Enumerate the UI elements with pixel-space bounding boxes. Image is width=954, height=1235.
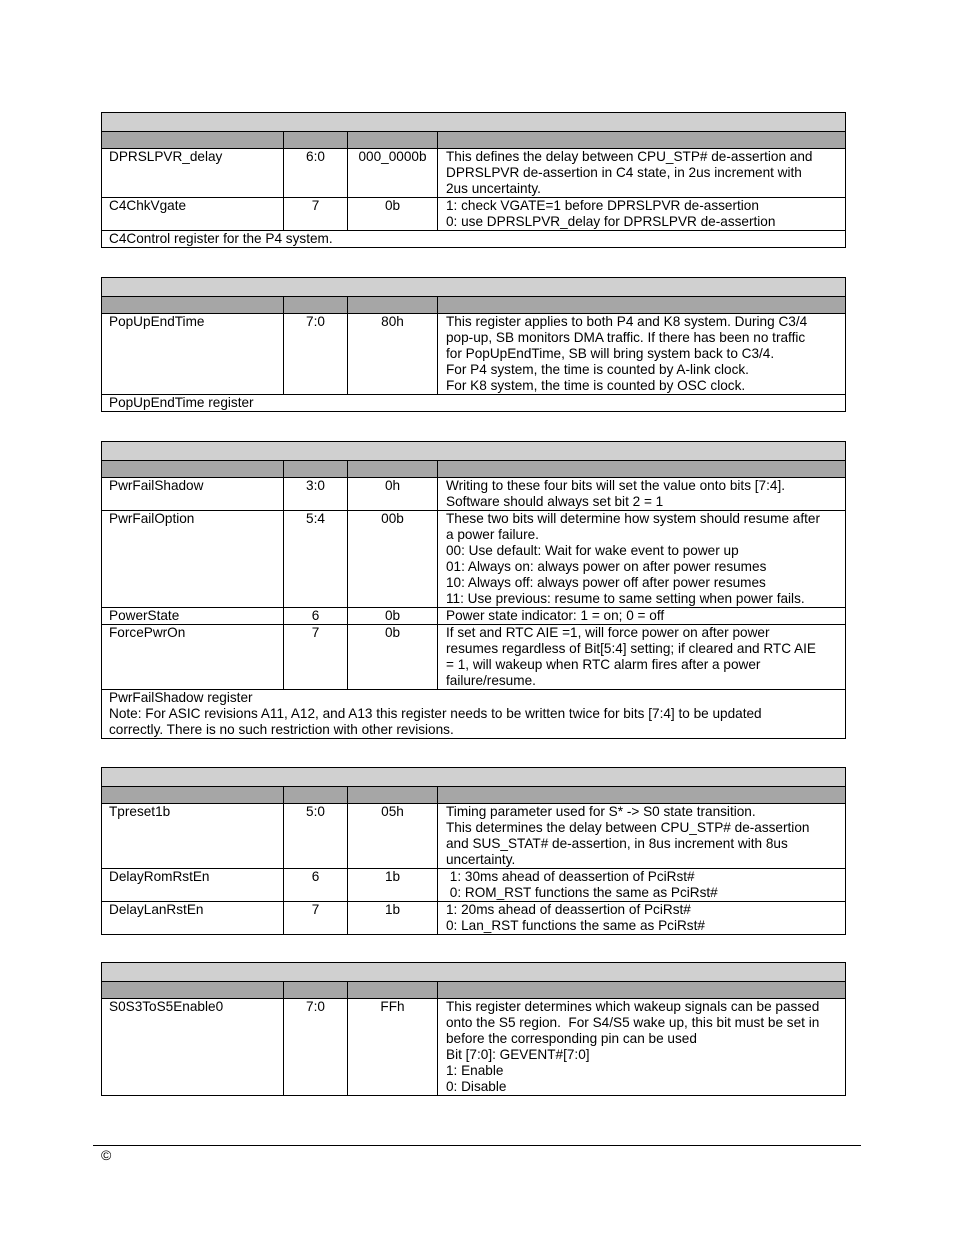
- bits: 7:0: [284, 999, 348, 1096]
- column-header-cell: [438, 787, 846, 804]
- register-note-row: [102, 395, 846, 412]
- description-line: Writing to these four bits will set the value onto bits [7:4].: [446, 478, 786, 493]
- bits: 6:0: [284, 149, 348, 198]
- description-line: 2us uncertainty.: [446, 181, 541, 196]
- column-header-row: [102, 132, 846, 149]
- description: [438, 198, 846, 231]
- description-line: onto the S5 region. For S4/S5 wake up, this bit must be set in: [446, 1015, 820, 1030]
- description-line: 01: Always on: always power on after power resumes: [446, 559, 767, 574]
- description-line: Software should always set bit 2 = 1: [446, 494, 664, 509]
- column-header-cell: [102, 461, 284, 478]
- field-name: DPRSLPVR_delay: [102, 149, 284, 198]
- description-line: For P4 system, the time is counted by A-link clock.: [446, 362, 749, 377]
- note-line: C4Control register for the P4 system.: [109, 231, 333, 246]
- table-row: [102, 869, 846, 902]
- description: [438, 608, 846, 625]
- description-line: 1: 30ms ahead of deassertion of PciRst#: [446, 869, 695, 884]
- bits: 7: [284, 902, 348, 935]
- description-line: Bit [7:0]: GEVENT#[7:0]: [446, 1047, 590, 1062]
- note-line: correctly. There is no such restriction with other revisions.: [109, 722, 454, 737]
- description-line: Timing parameter used for S* -> S0 state transition.: [446, 804, 756, 819]
- column-header-row: [102, 461, 846, 478]
- column-header-row: [102, 982, 846, 999]
- field-name: PwrFailOption: [102, 511, 284, 608]
- description: [438, 869, 846, 902]
- bits: 5:4: [284, 511, 348, 608]
- bits: 7: [284, 625, 348, 690]
- description: [438, 478, 846, 511]
- description-line: 1: Enable: [446, 1063, 504, 1078]
- table-row: [102, 999, 846, 1096]
- description-line: 1: 20ms ahead of deassertion of PciRst#: [446, 902, 691, 917]
- table-row: [102, 608, 846, 625]
- column-header-cell: [438, 461, 846, 478]
- column-header-cell: [284, 787, 348, 804]
- default-value: 80h: [348, 314, 438, 395]
- register-table: [101, 767, 846, 935]
- note-line: PopUpEndTime register: [109, 395, 254, 410]
- field-name: PwrFailShadow: [102, 478, 284, 511]
- register-title-bar: [102, 442, 846, 461]
- column-header-cell: [102, 132, 284, 149]
- default-value: 05h: [348, 804, 438, 869]
- register-table: [101, 441, 846, 739]
- column-header-cell: [348, 982, 438, 999]
- note-line: Note: For ASIC revisions A11, A12, and A13 this register needs to be written twice for bits [7:4] to be updated: [109, 706, 762, 721]
- column-header-cell: [348, 787, 438, 804]
- column-header-cell: [102, 982, 284, 999]
- table-row: [102, 902, 846, 935]
- register-note-row: [102, 231, 846, 248]
- description-line: failure/resume.: [446, 673, 536, 688]
- table-row: [102, 511, 846, 608]
- description-line: pop-up, SB monitors DMA traffic. If there has been no traffic: [446, 330, 806, 345]
- column-header-cell: [102, 297, 284, 314]
- column-header-cell: [284, 297, 348, 314]
- field-name: S0S3ToS5Enable0: [102, 999, 284, 1096]
- bits: 7:0: [284, 314, 348, 395]
- description: [438, 314, 846, 395]
- copyright-symbol: ©: [101, 1147, 112, 1163]
- description-line: This defines the delay between CPU_STP# de-assertion and: [446, 149, 813, 164]
- register-note: [102, 395, 846, 412]
- description: [438, 511, 846, 608]
- column-header-cell: [438, 132, 846, 149]
- register-title-bar: [102, 278, 846, 297]
- table-row: [102, 804, 846, 869]
- default-value: 0b: [348, 608, 438, 625]
- field-name: PowerState: [102, 608, 284, 625]
- note-line: PwrFailShadow register: [109, 690, 253, 705]
- table-row: [102, 149, 846, 198]
- description-line: These two bits will determine how system should resume after: [446, 511, 820, 526]
- bits: 3:0: [284, 478, 348, 511]
- column-header-cell: [284, 132, 348, 149]
- bits: 5:0: [284, 804, 348, 869]
- default-value: FFh: [348, 999, 438, 1096]
- default-value: 000_0000b: [348, 149, 438, 198]
- description: [438, 149, 846, 198]
- column-header-cell: [348, 461, 438, 478]
- column-header-cell: [284, 461, 348, 478]
- bits: 6: [284, 869, 348, 902]
- table-row: [102, 625, 846, 690]
- description: [438, 625, 846, 690]
- register-table: [101, 962, 846, 1096]
- description-line: = 1, will wakeup when RTC alarm fires after a power: [446, 657, 761, 672]
- column-header-cell: [348, 297, 438, 314]
- table-row: [102, 198, 846, 231]
- description: [438, 999, 846, 1096]
- field-name: C4ChkVgate: [102, 198, 284, 231]
- column-header-cell: [284, 982, 348, 999]
- field-name: ForcePwrOn: [102, 625, 284, 690]
- register-title-bar: [102, 963, 846, 982]
- field-name: DelayRomRstEn: [102, 869, 284, 902]
- footer-rule: [93, 1145, 861, 1146]
- register-table: [101, 277, 846, 412]
- column-header-cell: [102, 787, 284, 804]
- field-name: Tpreset1b: [102, 804, 284, 869]
- register-table: [101, 112, 846, 248]
- description-line: 0: Disable: [446, 1079, 507, 1094]
- description-line: for PopUpEndTime, SB will bring system back to C3/4.: [446, 346, 775, 361]
- description-line: This determines the delay between CPU_STP# de-assertion: [446, 820, 810, 835]
- column-header-cell: [348, 132, 438, 149]
- description-line: DPRSLPVR de-assertion in C4 state, in 2us increment with: [446, 165, 802, 180]
- description-line: 11: Use previous: resume to same setting when power fails.: [446, 591, 805, 606]
- description-line: This register determines which wakeup signals can be passed: [446, 999, 820, 1014]
- default-value: 1b: [348, 902, 438, 935]
- column-header-row: [102, 297, 846, 314]
- description-line: 10: Always off: always power off after power resumes: [446, 575, 766, 590]
- column-header-cell: [438, 297, 846, 314]
- default-value: 00b: [348, 511, 438, 608]
- default-value: 0h: [348, 478, 438, 511]
- column-header-cell: [438, 982, 846, 999]
- register-title-bar: [102, 113, 846, 132]
- table-row: [102, 478, 846, 511]
- description-line: 0: Lan_RST functions the same as PciRst#: [446, 918, 705, 933]
- description-line: uncertainty.: [446, 852, 516, 867]
- default-value: 0b: [348, 625, 438, 690]
- table-row: [102, 314, 846, 395]
- field-name: DelayLanRstEn: [102, 902, 284, 935]
- register-title-bar: [102, 768, 846, 787]
- description-line: 00: Use default: Wait for wake event to power up: [446, 543, 739, 558]
- description-line: 0: ROM_RST functions the same as PciRst#: [446, 885, 718, 900]
- register-note: [102, 690, 846, 739]
- description-line: If set and RTC AIE =1, will force power on after power: [446, 625, 770, 640]
- register-note-row: [102, 690, 846, 739]
- bits: 7: [284, 198, 348, 231]
- description: [438, 902, 846, 935]
- description-line: For K8 system, the time is counted by OSC clock.: [446, 378, 746, 393]
- default-value: 1b: [348, 869, 438, 902]
- bits: 6: [284, 608, 348, 625]
- description: [438, 804, 846, 869]
- description-line: a power failure.: [446, 527, 539, 542]
- description-line: This register applies to both P4 and K8 system. During C3/4: [446, 314, 808, 329]
- register-note: [102, 231, 846, 248]
- default-value: 0b: [348, 198, 438, 231]
- description-line: resumes regardless of Bit[5:4] setting; if cleared and RTC AIE: [446, 641, 816, 656]
- description-line: before the corresponding pin can be used: [446, 1031, 697, 1046]
- description-line: and SUS_STAT# de-assertion, in 8us increment with 8us: [446, 836, 788, 851]
- description-line: Power state indicator: 1 = on; 0 = off: [446, 608, 665, 623]
- description-line: 0: use DPRSLPVR_delay for DPRSLPVR de-assertion: [446, 214, 776, 229]
- description-line: 1: check VGATE=1 before DPRSLPVR de-assertion: [446, 198, 759, 213]
- column-header-row: [102, 787, 846, 804]
- field-name: PopUpEndTime: [102, 314, 284, 395]
